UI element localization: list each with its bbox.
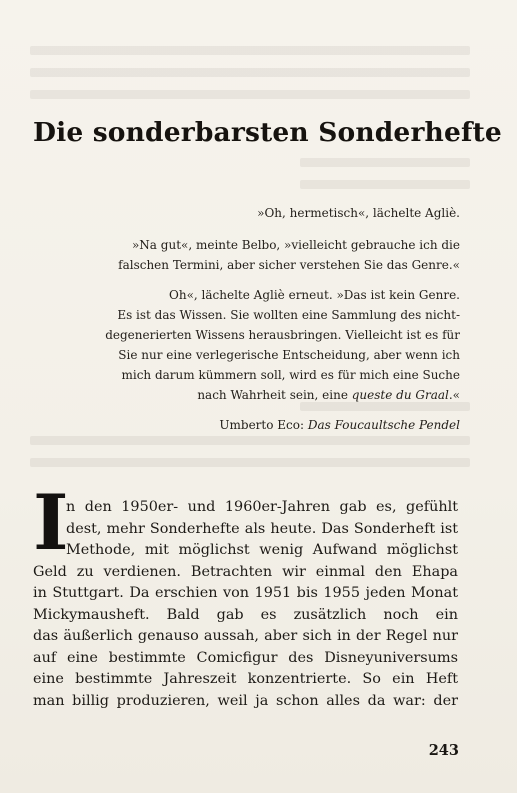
bleed-through — [300, 180, 470, 189]
body-line: Methode, mit möglichst wenig Aufwand möglichst — [66, 542, 458, 558]
bleed-through — [30, 458, 470, 467]
bleed-through — [30, 46, 470, 55]
epigraph-line: »Na gut«, meinte Belbo, »vielleicht gebrauche ich die — [131, 238, 460, 252]
epigraph-line: degenerierten Wissens herausbringen. Vielleicht ist es für — [105, 328, 460, 342]
body-line: Geld zu verdienen. Betrachten wir einmal den Ehapa — [33, 563, 458, 580]
body-line: auf eine bestimmte Comicfigur des Disneyuniversums — [33, 649, 458, 666]
drop-cap: I — [33, 478, 69, 567]
epigraph-quote-3 — [60, 285, 460, 405]
epigraph-quote-2 — [60, 235, 460, 275]
page-number: 243 — [428, 742, 459, 759]
body-line: in Stuttgart. Da erschien von 1951 bis 1955 jeden Monat — [33, 585, 458, 601]
body-line: dest, mehr Sonderhefte als heute. Das Sonderheft ist — [66, 520, 458, 537]
epigraph-source-author: Umberto Eco: — [219, 418, 308, 432]
epigraph-line: nach Wahrheit sein, eine — [197, 388, 352, 402]
epigraph-line: mich darum kümmern soll, wird es für mich eine Suche — [121, 368, 460, 382]
body-line: n den 1950er- und 1960er-Jahren gab es, gefühlt — [66, 499, 458, 515]
epigraph-quote-1: »Oh, hermetisch«, lächelte Agliè. — [257, 206, 460, 220]
epigraph-line: Es ist das Wissen. Sie wollten eine Sammlung des nicht- — [117, 308, 460, 322]
epigraph-line: falschen Termini, aber sicher verstehen Sie das Genre.« — [118, 258, 460, 272]
body-line: Mickymausheft. Bald gab es zusätzlich noch ein — [33, 606, 458, 623]
bleed-through — [300, 158, 470, 167]
epigraph-italic-term: queste du Graal — [351, 388, 449, 402]
epigraph-line: Oh«, lächelte Agliè erneut. »Das ist kein Genre. — [169, 288, 460, 302]
epigraph-line: Sie nur eine verlegerische Entscheidung, aber wenn ich — [118, 348, 460, 362]
epigraph — [60, 203, 460, 445]
chapter-title: Die sonderbarsten Sonderhefte — [33, 117, 502, 148]
body-paragraph — [33, 497, 458, 712]
epigraph-source — [60, 415, 460, 435]
epigraph-line-end: .« — [448, 388, 460, 402]
body-line: das äußerlich genauso aussah, aber sich in der Regel nur — [33, 628, 458, 644]
bleed-through — [30, 68, 470, 77]
body-line: eine bestimmte Jahreszeit konzentrierte. So ein Heft — [33, 671, 458, 687]
body-line: man billig produzieren, weil ja schon alles da war: der — [33, 692, 458, 709]
bleed-through — [30, 90, 470, 99]
epigraph-source-title: Das Foucaultsche Pendel — [307, 418, 460, 432]
